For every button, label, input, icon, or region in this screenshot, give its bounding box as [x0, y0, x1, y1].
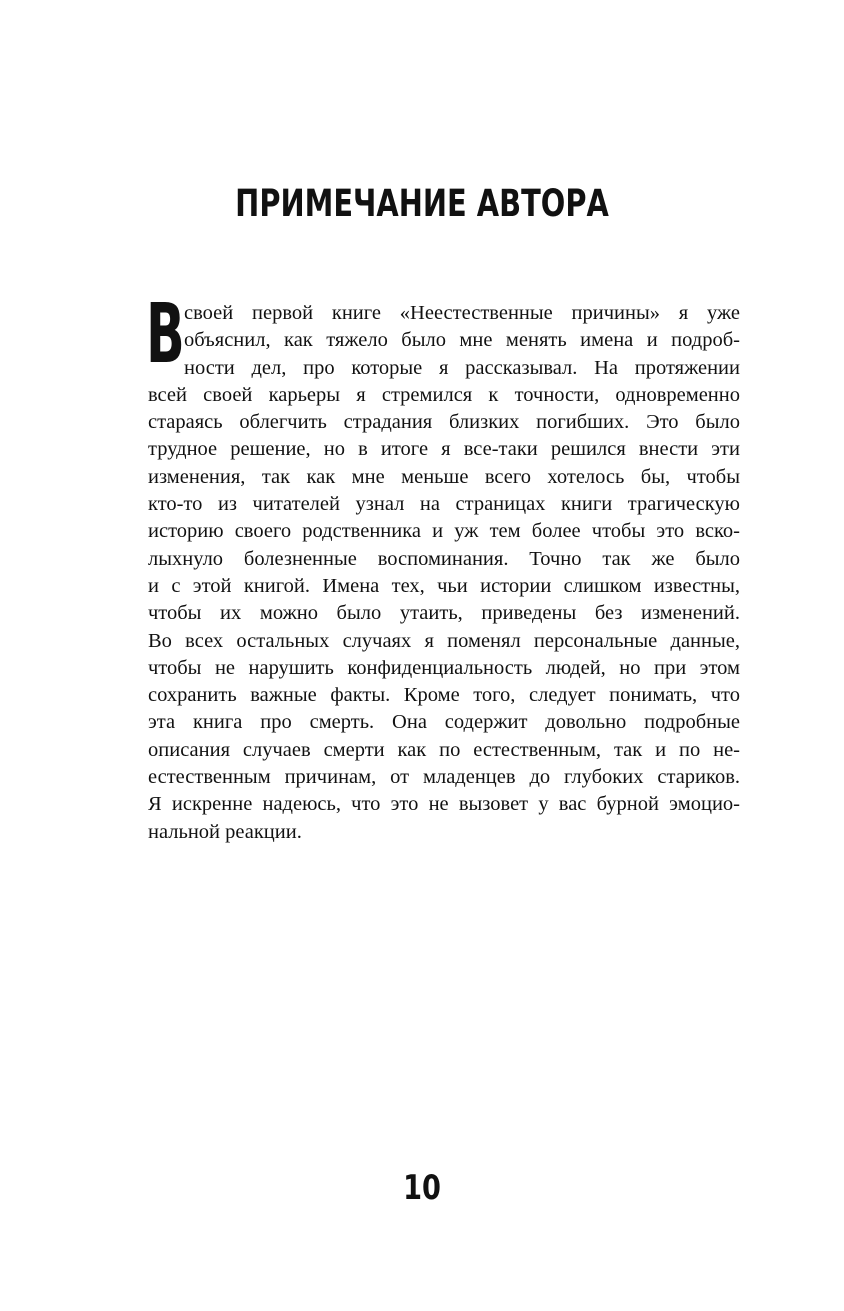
- chapter-title: ПРИМЕЧАНИЕ АВТОРА: [235, 182, 609, 225]
- page-number: 10: [403, 1168, 441, 1208]
- body-paragraph: [146, 287, 740, 846]
- paragraph-line: чтобы не нарушить конфиденциальность людей, но при этом: [148, 656, 740, 679]
- paragraph-line: всей своей карьеры я стремился к точности, одновременно: [148, 383, 740, 406]
- paragraph-line: сохранить важные факты. Кроме того, следует понимать, что: [148, 684, 740, 707]
- paragraph-line: объяснил, как тяжело было мне менять имена и подроб-: [184, 329, 740, 352]
- paragraph-line: описания случаев смерти как по естественным, так и по не-: [148, 738, 740, 761]
- paragraph-line: и с этой книгой. Имена тех, чьи истории слишком известны,: [148, 574, 740, 597]
- paragraph-line: кто-то из читателей узнал на страницах книги трагическую: [148, 493, 740, 516]
- paragraph-line: трудное решение, но в итоге я все-таки решился внести эти: [148, 438, 740, 461]
- paragraph-line: стараясь облегчить страдания близких погибших. Это было: [148, 411, 740, 434]
- paragraph-line: изменения, так как мне меньше всего хотелось бы, чтобы: [148, 465, 740, 488]
- paragraph-line: своей первой книге «Неестественные причины» я уже: [184, 302, 740, 324]
- paragraph-line: естественным причинам, от младенцев до глубоких стариков.: [148, 766, 740, 789]
- paragraph-line: Во всех остальных случаях я поменял персональные данные,: [148, 629, 740, 652]
- paragraph-line: эта книга про смерть. Она содержит довольно подробные: [148, 711, 740, 734]
- paragraph-line: чтобы их можно было утаить, приведены без изменений.: [148, 602, 740, 625]
- paragraph-line: историю своего родственника и уж тем более чтобы это вско-: [148, 520, 740, 543]
- paragraph-line: Я искренне надеюсь, что это не вызовет у вас бурной эмоцио-: [148, 793, 740, 816]
- paragraph-line: ности дел, про которые я рассказывал. На протяжении: [184, 356, 740, 379]
- paragraph-line: лыхнуло болезненные воспоминания. Точно так же было: [148, 547, 740, 570]
- paragraph-line: нальной реакции.: [148, 820, 302, 843]
- drop-cap-letter: В: [146, 287, 185, 382]
